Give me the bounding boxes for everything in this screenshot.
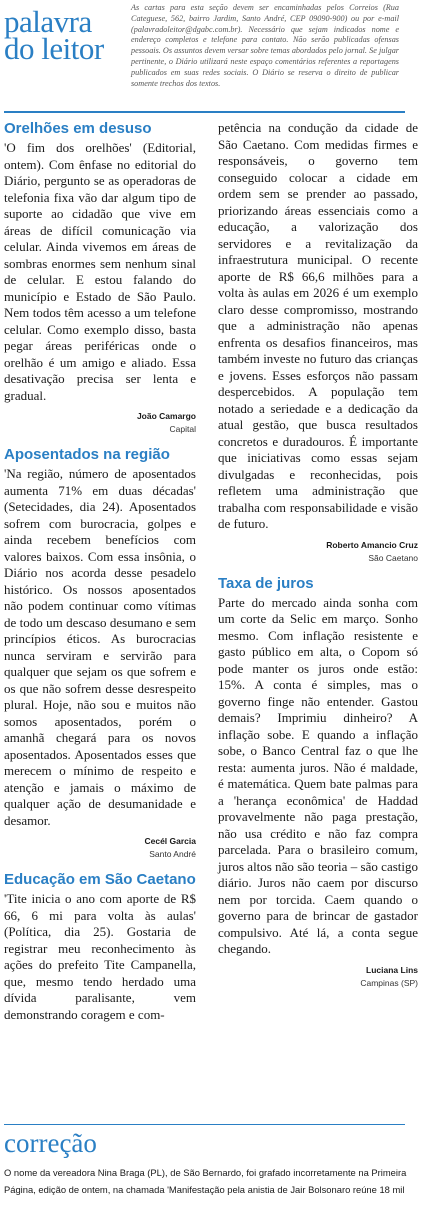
- letter-body: 'Na região, número de aposentados aumenta 71% em duas décadas' (Setecidades, dia 24). Aposentados sofrem com burocracia, golpes e ainda recebem benefícios com valores baixos. Com essa insônia, o Diário nos acorda desse pesadelo histórico. Os nossos aposentados não podem continuar como vítimas de todo um descaso desumano e sem princípios éticos. As burocracias nunca serviram e servirão para qualquer que sejam os que sofrem e os que não sofrem desse desrespeito plural. Hoje, não sou e muitos não somos aposentados, porém o amanhã chegará para os novos aposentados. Aposentados esses que merecem o mínimo de respeito e atenção e jamais o máximo de qualquer ação de desumanidade e desamor.: [4, 466, 196, 828]
- letter-city: Santo André: [149, 849, 196, 859]
- letter-author: Roberto Amancio Cruz: [326, 539, 418, 550]
- letter-city: São Caetano: [368, 552, 418, 563]
- left-column: [4, 120, 196, 1033]
- header-divider: [4, 111, 405, 113]
- letter-aposentados: [4, 446, 196, 861]
- correction-text: [4, 1164, 424, 1198]
- correction-line-1: O nome da vereadora Nina Braga (PL), de São Bernardo, foi grafado incorretamente na Primeira: [4, 1167, 407, 1178]
- letter-body-continued: petência na condução da cidade de São Caetano. Com medidas firmes e responsáveis, o governo tem conseguido colocar a cidade em ordem sem se prender ao passado, priorizando áreas essenciais como a educação, a valorização dos servidores e a revitalização da infraestrutura municipal. O recente aporte de R$ 66,6 milhões para a volta às aulas em 2026 é um exemplo claro desse compromisso, mostrando que a administração não apenas enfrenta os desafios financeiros, mas também investe no futuro das crianças e jovens. Esses esforços não passam despercebidos. A população tem notado a seriedade e a dedicação da atual gestão, que busca resultados concretos e duradouros. É importante que iniciativas como essas sejam divulgadas e reconhecidas, pois refletem uma administração que trabalha com responsabilidade e visão de futuro.: [218, 120, 418, 531]
- letter-title: Educação em São Caetano: [4, 871, 196, 888]
- letter-author: Cecél Garcia: [144, 836, 196, 846]
- letter-orelhoes: [4, 120, 196, 436]
- correction-line-2: Página, edição de ontem, na chamada 'Manifestação pela anistia de Jair Bolsonaro reúne 18 mil: [4, 1184, 405, 1195]
- letter-educacao: [4, 871, 196, 1023]
- right-column: [218, 120, 418, 1000]
- letter-body: Parte do mercado ainda sonha com um corte da Selic em março. Sonho mesmo. Com inflação resistente e gasto público em alta, o Copom só pode manter os juros onde estão: 15%. A conta é simples, mas o governo finge não entender. Gastou demais? Imprimiu dinheiro? A inflação sobe. E quando a inflação sobe, o Banco Central faz o que lhe resta: aumenta juros. Não é maldade, é matemática. Quem bate palmas para a 'herança econômica' de Haddad provavelmente não paga prestação, não usa crédito e não faz compra parcelada. Para o brasileiro comum, juros altos não são teoria – são castigo diário. Juros não caem por discurso nem por torcida. Caem quando o governo para de brincar de gastador compulsivo. Até lá, a conta segue chegando.: [218, 594, 418, 956]
- letter-title: Taxa de juros: [218, 574, 314, 592]
- correction-divider: [4, 1124, 405, 1125]
- letter-juros: [218, 575, 418, 990]
- section-title: [4, 4, 122, 66]
- section-title-line2: do leitor: [4, 31, 104, 66]
- correction-title: correção: [4, 1128, 97, 1158]
- letter-educacao-continued: [218, 120, 418, 565]
- letter-title: Orelhões em desuso: [4, 120, 152, 137]
- section-title-line1: palavra: [4, 4, 92, 39]
- letter-city: Campinas (SP): [360, 977, 418, 988]
- submission-guidelines: As cartas para esta seção devem ser encaminhadas pelos Correios (Rua Categuese, 562, bairro Jardim, Santo André, CEP 09090-900) ou por e-mail (palavradoleitor@dgabc.com.br). Necessário que sejam indicados nome e endereço completos e telefone para contato. Não serão publicadas ofensas pessoais. Os assuntos devem versar sobre temas abordados pelo jornal. Se julgar pertinente, o Diário utilizará neste espaço comentários referentes a reportagens publicados em suas redes sociais. O Diário se reserva o direito de publicar somente trechos dos textos.: [131, 3, 399, 88]
- letter-body: 'Tite inicia o ano com aporte de R$ 66, 6 mi para volta às aulas' (Política, dia 25). Gostaria de registrar meu reconhecimento às ações do prefeito Tite Campanella, que, mesmo tendo herdado uma dívida paralisante, vem demonstrando coragem e com-: [4, 891, 196, 1022]
- letter-body: 'O fim dos orelhões' (Editorial, ontem). Com ênfase no editorial do Diário, pergunto se as operadoras de telefonia fixa vão dar algum tipo de suporte ao cidadão que vive em áreas de difícil comunicação via celular. Ainda vivemos em áreas de sombras enormes sem nenhum sinal de celular. E estou falando do município e Estado de São Paulo. Nem todos têm acesso a um telefone celular. Como exemplo disso, basta pegar áreas periféricas onde o orelhão é um amigo e aliado. Essa desativação precisa ser lenta e gradual.: [4, 140, 196, 403]
- letter-author: João Camargo: [136, 411, 196, 421]
- letter-author: Luciana Lins: [366, 964, 418, 975]
- letter-title: Aposentados na região: [4, 446, 170, 463]
- letter-city: Capital: [169, 424, 196, 434]
- page-header: [0, 0, 405, 112]
